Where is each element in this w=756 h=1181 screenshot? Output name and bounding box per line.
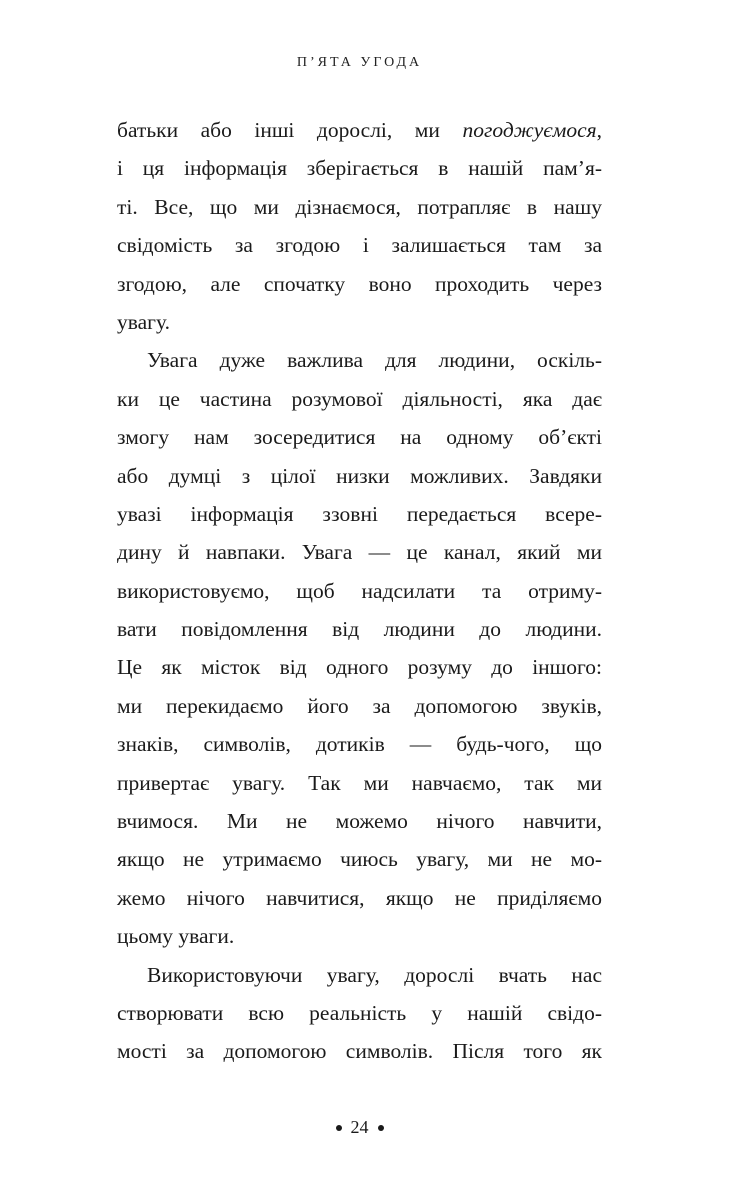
text-line: Увага дуже важлива для людини, оскіль-: [147, 348, 602, 373]
text-line: увазі інформація ззовні передається всере-: [117, 501, 602, 526]
text-line: використовуємо, щоб надсилати та отриму-: [117, 578, 602, 603]
page-number-footer: [117, 1115, 602, 1139]
text-line: ті. Все, що ми дізнаємося, потрапляє в нашу: [117, 194, 602, 219]
text-line: жемо нічого навчитися, якщо не приділяємо: [117, 885, 602, 910]
text-line: Використовуючи увагу, дорослі вчать нас: [147, 962, 602, 987]
text-line: згодою, але спочатку воно проходить через: [117, 271, 602, 296]
text-line: знаків, символів, дотиків — будь-чого, що: [117, 732, 602, 757]
running-head: П’ЯТА УГОДА: [296, 55, 423, 70]
text-segment: батьки або інші дорослі, ми: [117, 118, 463, 142]
text-line: або думці з цілої низки можливих. Завдяки: [117, 463, 602, 488]
bullet-icon: [336, 1125, 342, 1131]
italic-emphasis: погоджуємося: [462, 118, 597, 142]
text-line: дину й навпаки. Увага — це канал, який ми: [117, 540, 602, 565]
text-line: мості за допомогою символів. Після того як: [117, 1039, 602, 1064]
page-number: 24: [350, 1117, 369, 1137]
text-line: ми перекидаємо його за допомогою звуків,: [117, 693, 602, 718]
text-line: якщо не утримаємо чиюсь увагу, ми не мо-: [117, 847, 602, 872]
text-line: привертає увагу. Так ми навчаємо, так ми: [117, 770, 602, 795]
text-line: і ця інформація зберігається в нашій пам’я-: [117, 156, 602, 181]
text-line: вчимося. Ми не можемо нічого навчити,: [117, 809, 602, 834]
text-line: свідомість за згодою і залишається там за: [117, 233, 602, 258]
text-line: вати повідомлення від людини до людини.: [117, 617, 602, 642]
text-line: [117, 111, 602, 149]
text-line: ки це частина розумової діяльності, яка дає: [117, 386, 602, 411]
text-line: Це як місток від одного розуму до іншого:: [117, 655, 602, 680]
text-line: створювати всю реальність у нашій свідо-: [117, 1000, 602, 1025]
text-segment: ,: [596, 118, 602, 142]
bullet-icon: [378, 1125, 384, 1131]
body-text: [117, 111, 602, 1071]
text-line: увагу.: [117, 309, 170, 334]
text-line: цьому уваги.: [117, 924, 235, 949]
text-line: змогу нам зосередитися на одному об’єкті: [117, 425, 602, 450]
